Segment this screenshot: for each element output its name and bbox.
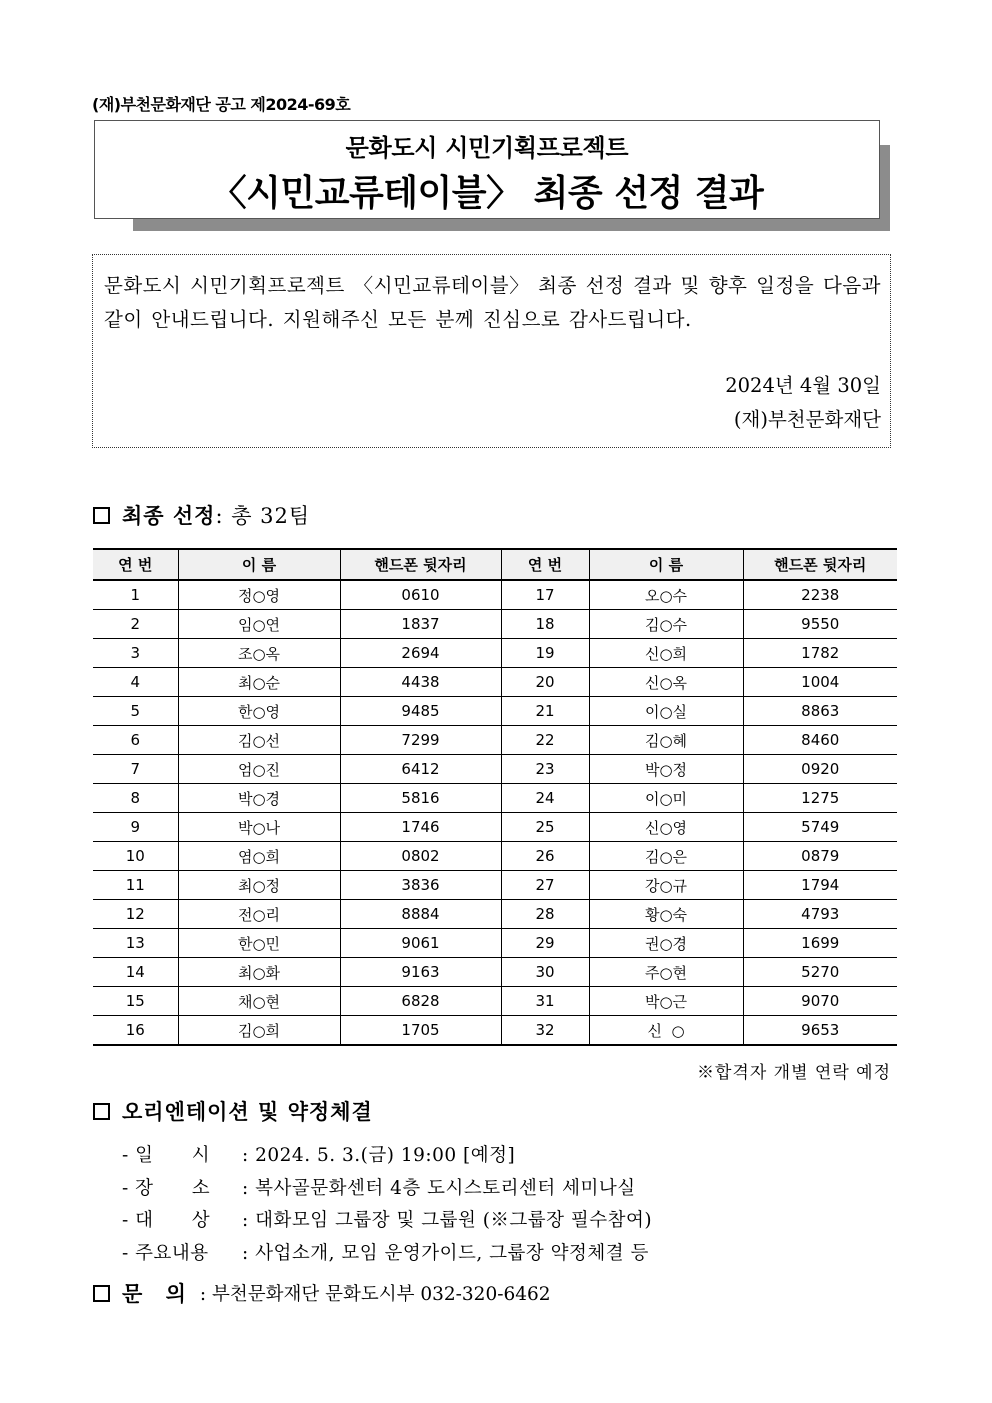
header-phone: 핸드폰 뒷자리: [743, 549, 897, 580]
notice-number: (재)부천문화재단 공고 제2024-69호: [92, 95, 351, 114]
schedule-value: : 대화모임 그룹장 및 그룹원 (※그룹장 필수참여): [242, 1210, 653, 1231]
schedule-key: - 대 상: [122, 1210, 211, 1231]
footnote: ※합격자 개별 연락 예정: [696, 1063, 891, 1083]
cell-name: 염○희: [178, 842, 340, 871]
table-row: [93, 842, 897, 871]
schedule-item-place: [122, 1173, 652, 1206]
table-row: [93, 610, 897, 639]
cell-number: 7: [93, 755, 178, 784]
contact-section: [93, 1278, 551, 1308]
cell-number: 29: [501, 929, 589, 958]
cell-number: 13: [93, 929, 178, 958]
cell-number: 3: [93, 639, 178, 668]
cell-phone: 0802: [340, 842, 501, 871]
cell-phone: 6828: [340, 987, 501, 1016]
cell-phone: 8460: [743, 726, 897, 755]
cell-phone: 6412: [340, 755, 501, 784]
cell-phone: 2238: [743, 580, 897, 610]
intro-date: 2024년 4월 30일: [725, 374, 881, 397]
selection-heading: [93, 500, 310, 530]
cell-phone: 1746: [340, 813, 501, 842]
cell-number: 32: [501, 1016, 589, 1046]
checkbox-square-icon: [93, 507, 110, 524]
cell-phone: 1837: [340, 610, 501, 639]
cell-phone: 1275: [743, 784, 897, 813]
header-number: 연 번: [93, 549, 178, 580]
cell-phone: 0920: [743, 755, 897, 784]
cell-phone: 3836: [340, 871, 501, 900]
cell-name: 신○희: [589, 639, 743, 668]
orientation-heading: [93, 1096, 373, 1126]
cell-phone: 0879: [743, 842, 897, 871]
cell-phone: 9070: [743, 987, 897, 1016]
table-row: [93, 784, 897, 813]
cell-number: 31: [501, 987, 589, 1016]
header-number: 연 번: [501, 549, 589, 580]
cell-name: 강○규: [589, 871, 743, 900]
table-row: [93, 900, 897, 929]
page-title: 〈시민교류테이블〉 최종 선정 결과: [210, 173, 764, 214]
contact-heading: 문 의: [122, 1281, 194, 1306]
cell-name: 정○영: [178, 580, 340, 610]
schedule-value: : 사업소개, 모임 운영가이드, 그룹장 약정체결 등: [242, 1242, 649, 1264]
cell-phone: 8863: [743, 697, 897, 726]
cell-number: 11: [93, 871, 178, 900]
table-row: [93, 639, 897, 668]
cell-phone: 4438: [340, 668, 501, 697]
schedule-item-content: [122, 1238, 652, 1271]
cell-name: 주○현: [589, 958, 743, 987]
checkbox-square-icon: [93, 1285, 110, 1302]
cell-name: 한○영: [178, 697, 340, 726]
table-row: [93, 697, 897, 726]
selection-summary: : 총 32팀: [215, 504, 311, 528]
cell-phone: 8884: [340, 900, 501, 929]
cell-number: 20: [501, 668, 589, 697]
table-header-row: [93, 549, 897, 580]
schedule-value: : 2024. 5. 3.(금) 19:00 [예정]: [242, 1145, 516, 1166]
table-row: [93, 987, 897, 1016]
cell-phone: 5270: [743, 958, 897, 987]
cell-name: 김○수: [589, 610, 743, 639]
cell-name: 박○나: [178, 813, 340, 842]
cell-number: 9: [93, 813, 178, 842]
cell-name: 김○선: [178, 726, 340, 755]
cell-name: 조○옥: [178, 639, 340, 668]
cell-name: 박○정: [589, 755, 743, 784]
cell-name: 박○근: [589, 987, 743, 1016]
cell-name: 최○정: [178, 871, 340, 900]
cell-name: 전○리: [178, 900, 340, 929]
cell-phone: 9550: [743, 610, 897, 639]
cell-phone: 5816: [340, 784, 501, 813]
cell-number: 17: [501, 580, 589, 610]
header-name: 이 름: [589, 549, 743, 580]
cell-number: 22: [501, 726, 589, 755]
cell-number: 16: [93, 1016, 178, 1046]
cell-name: 오○수: [589, 580, 743, 610]
cell-number: 10: [93, 842, 178, 871]
cell-phone: 1004: [743, 668, 897, 697]
cell-number: 6: [93, 726, 178, 755]
cell-number: 28: [501, 900, 589, 929]
contact-value: : 부천문화재단 문화도시부 032-320-6462: [199, 1284, 551, 1305]
table-row: [93, 726, 897, 755]
table-row: [93, 1016, 897, 1046]
table-row: [93, 580, 897, 610]
cell-name: 김○희: [178, 1016, 340, 1046]
cell-number: 2: [93, 610, 178, 639]
cell-name: 신○영: [589, 813, 743, 842]
cell-number: 15: [93, 987, 178, 1016]
cell-phone: 1699: [743, 929, 897, 958]
cell-phone: 2694: [340, 639, 501, 668]
schedule-value: : 복사골문화센터 4층 도시스토리센터 세미나실: [242, 1177, 636, 1199]
intro-signature: [725, 369, 881, 437]
table-row: [93, 755, 897, 784]
table-row: [93, 958, 897, 987]
cell-name: 김○은: [589, 842, 743, 871]
table-row: [93, 668, 897, 697]
table-row: [93, 871, 897, 900]
cell-phone: 9163: [340, 958, 501, 987]
schedule-item-target: [122, 1205, 652, 1238]
cell-number: 19: [501, 639, 589, 668]
cell-number: 25: [501, 813, 589, 842]
checkbox-square-icon: [93, 1103, 110, 1120]
table-row: [93, 813, 897, 842]
cell-name: 박○경: [178, 784, 340, 813]
cell-phone: 5749: [743, 813, 897, 842]
cell-name: 권○경: [589, 929, 743, 958]
cell-number: 8: [93, 784, 178, 813]
intro-org: (재)부천문화재단: [733, 408, 881, 431]
cell-name: 채○현: [178, 987, 340, 1016]
cell-name: 최○순: [178, 668, 340, 697]
cell-number: 5: [93, 697, 178, 726]
cell-name: 엄○진: [178, 755, 340, 784]
cell-phone: 1794: [743, 871, 897, 900]
cell-number: 24: [501, 784, 589, 813]
orientation-heading-label: 오리엔테이션 및 약정체결: [122, 1099, 373, 1124]
cell-phone: 1782: [743, 639, 897, 668]
schedule-item-time: [122, 1140, 652, 1173]
cell-phone: 9061: [340, 929, 501, 958]
cell-number: 18: [501, 610, 589, 639]
schedule-list: [122, 1140, 652, 1270]
intro-box: [92, 254, 891, 448]
cell-phone: 7299: [340, 726, 501, 755]
cell-number: 1: [93, 580, 178, 610]
cell-phone: 1705: [340, 1016, 501, 1046]
cell-number: 23: [501, 755, 589, 784]
cell-number: 30: [501, 958, 589, 987]
selection-heading-label: 최종 선정: [122, 503, 216, 528]
cell-name: 신 ○: [589, 1016, 743, 1046]
cell-phone: 0610: [340, 580, 501, 610]
cell-number: 21: [501, 697, 589, 726]
schedule-key: - 주요내용: [122, 1242, 209, 1264]
cell-phone: 9485: [340, 697, 501, 726]
table-row: [93, 929, 897, 958]
cell-name: 김○혜: [589, 726, 743, 755]
cell-phone: 4793: [743, 900, 897, 929]
intro-text: 문화도시 시민기획프로젝트 〈시민교류테이블〉 최종 선정 결과 및 향후 일정을 다음과 같이 안내드립니다. 지원해주신 모든 분께 진심으로 감사드립니다.: [104, 274, 881, 331]
selection-table: [93, 548, 897, 1046]
cell-number: 12: [93, 900, 178, 929]
header-phone: 핸드폰 뒷자리: [340, 549, 501, 580]
cell-name: 신○옥: [589, 668, 743, 697]
cell-phone: 9653: [743, 1016, 897, 1046]
cell-name: 최○화: [178, 958, 340, 987]
cell-number: 4: [93, 668, 178, 697]
cell-number: 14: [93, 958, 178, 987]
cell-number: 26: [501, 842, 589, 871]
cell-name: 한○민: [178, 929, 340, 958]
cell-name: 이○실: [589, 697, 743, 726]
schedule-key: - 장 소: [122, 1177, 211, 1199]
cell-name: 임○연: [178, 610, 340, 639]
cell-name: 이○미: [589, 784, 743, 813]
cell-name: 황○숙: [589, 900, 743, 929]
title-line-1: 문화도시 시민기획프로젝트: [345, 134, 629, 162]
header-name: 이 름: [178, 549, 340, 580]
title-box: [94, 120, 880, 219]
schedule-key: - 일 시: [122, 1145, 211, 1166]
cell-number: 27: [501, 871, 589, 900]
